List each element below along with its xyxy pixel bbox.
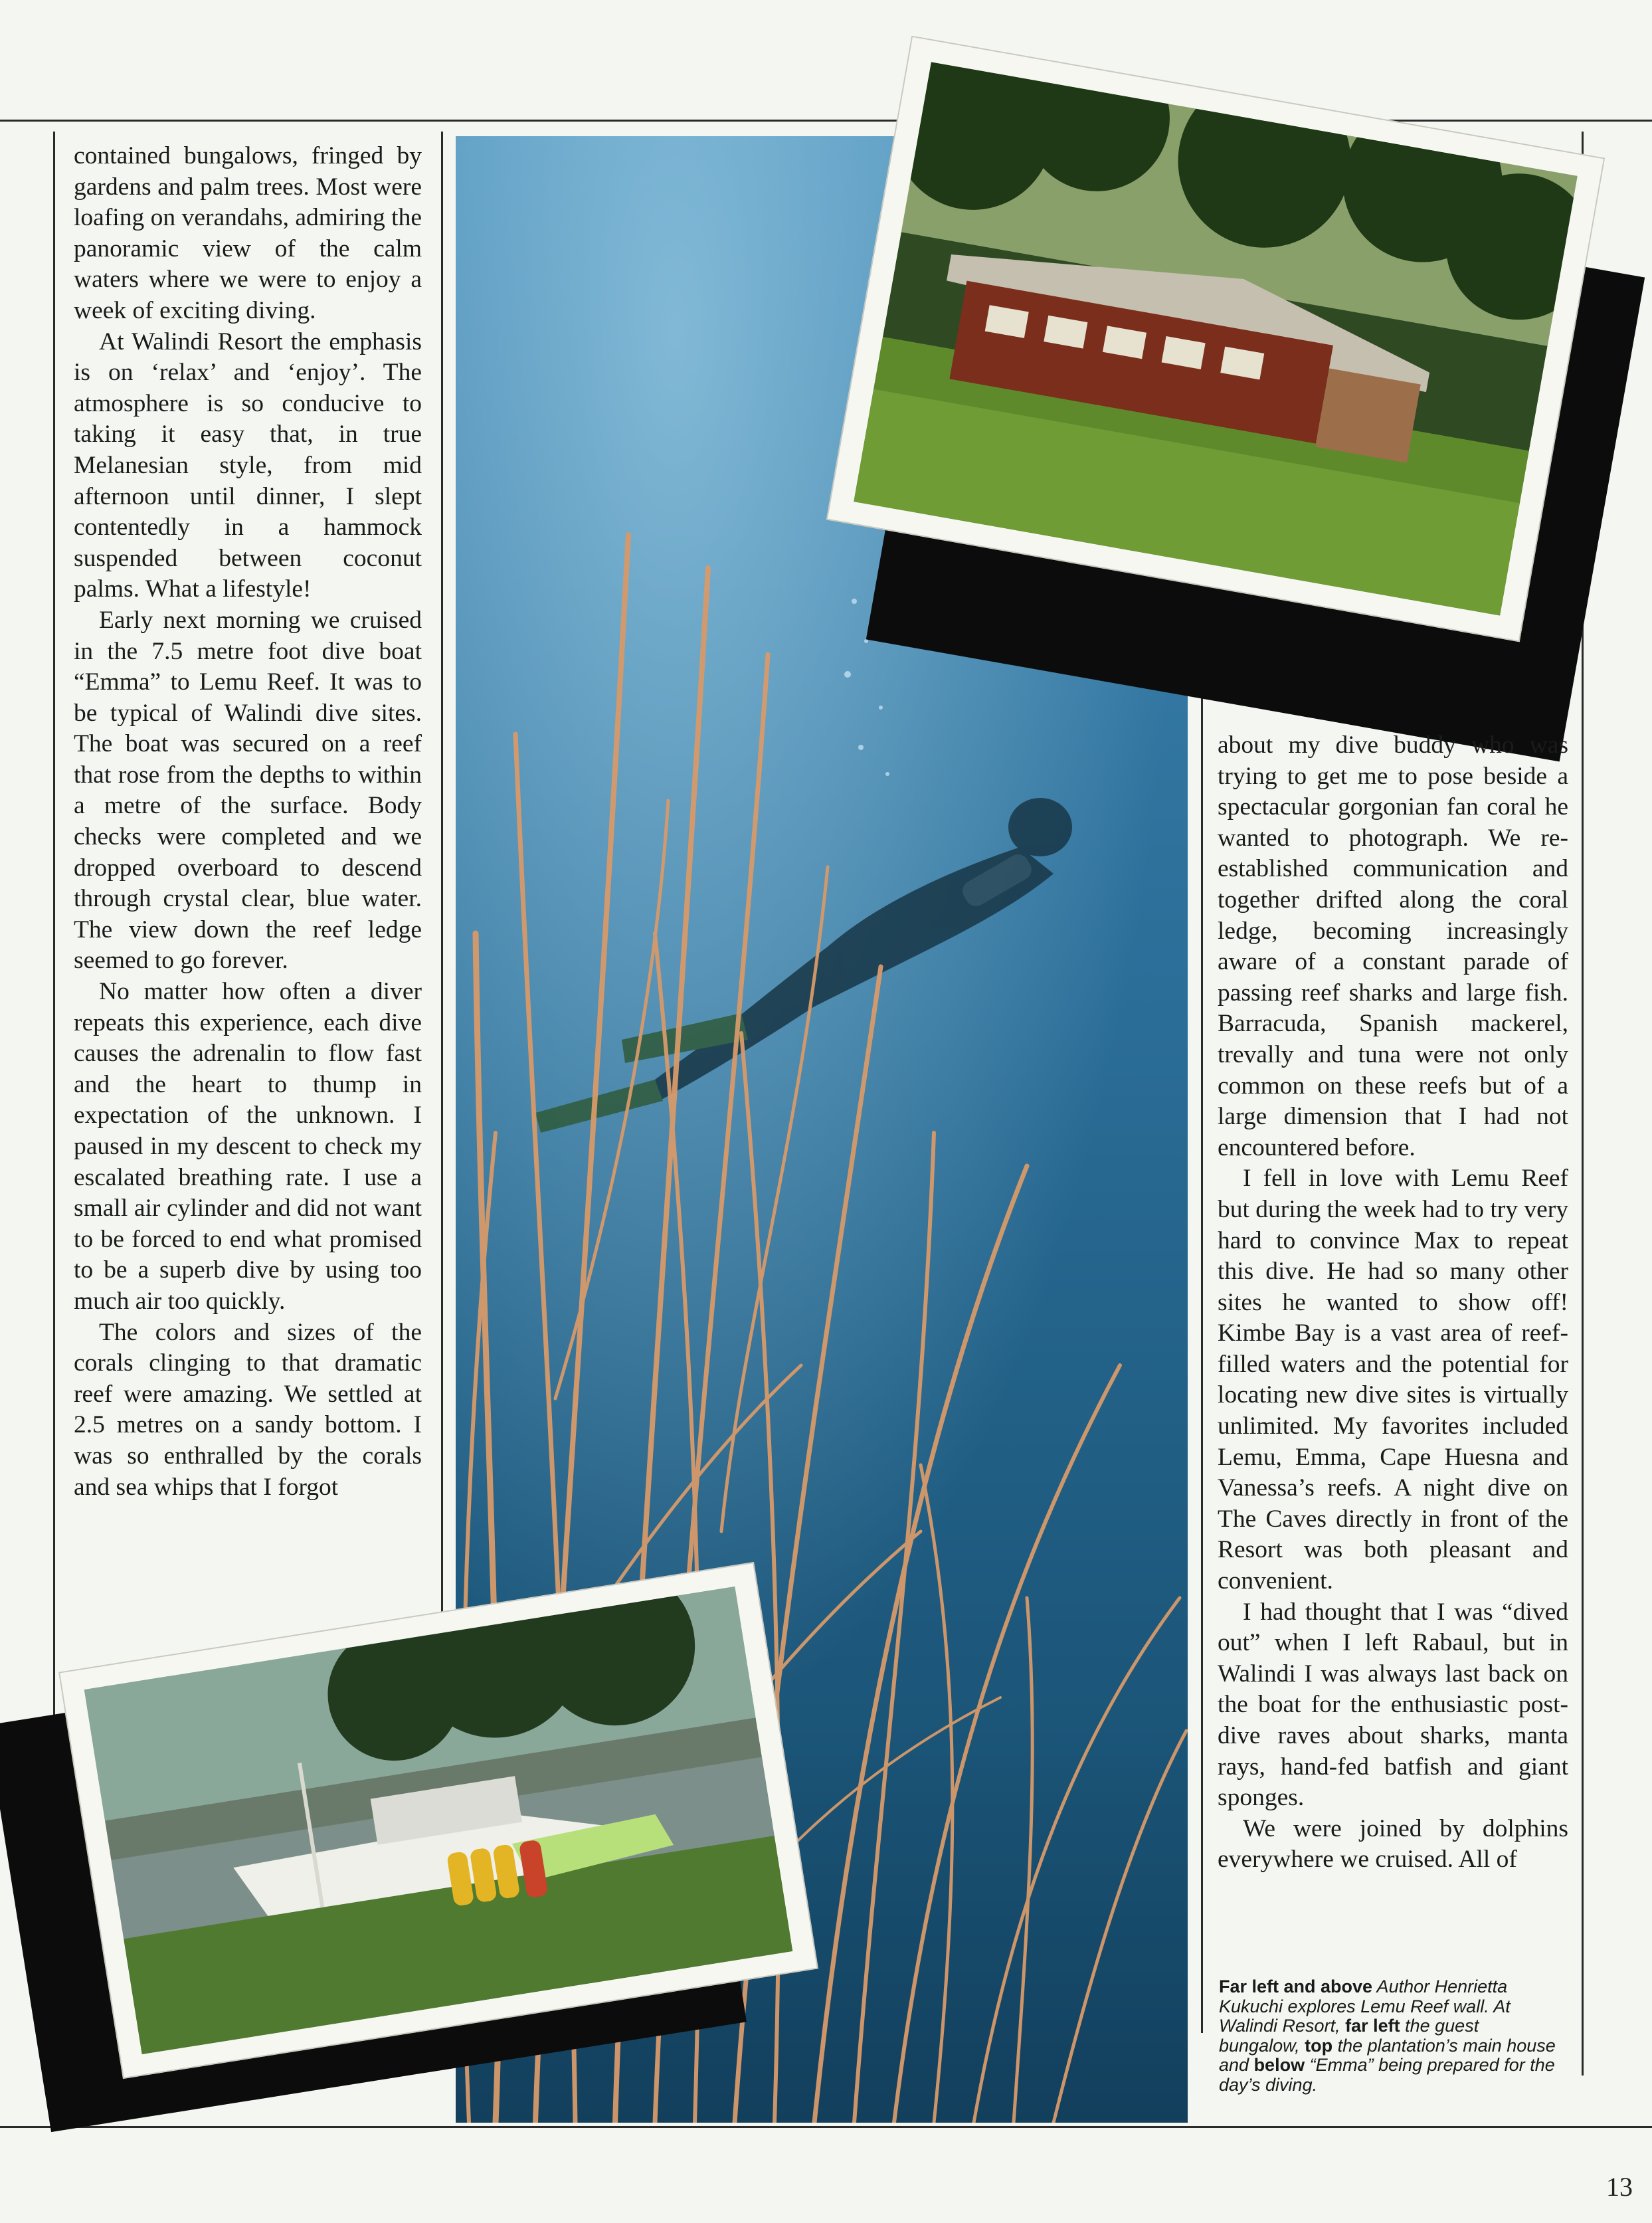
bottom-rule — [0, 2126, 1652, 2128]
photo-caption — [1219, 1977, 1564, 2095]
caption-top: top — [1305, 2035, 1333, 2056]
right-paragraph-4: We were joined by dolphins everywhere we cruised. All of — [1218, 1814, 1568, 1874]
plantation-house-photo — [854, 62, 1578, 615]
top-rule — [0, 120, 1652, 122]
boat-emma-photo — [84, 1587, 793, 2054]
right-gutter-rule — [1201, 571, 1203, 2033]
left-paragraph-5: The colors and sizes of the corals clinging to that dramatic reef were amazing. We settled at 2.5 metres on a sandy bottom. I was so enthralled by the corals and sea whips that I forgot — [74, 1318, 422, 1501]
caption-text-1: Author Henrietta Kukuchi explores Lemu Reef wall. At Walindi Resort, — [1219, 1977, 1511, 2036]
left-gutter-rule — [441, 132, 443, 1779]
page-number: 13 — [1606, 2172, 1633, 2202]
caption-text-4: “Emma” being prepared for the day’s diving. — [1219, 2055, 1555, 2095]
boat-illustration — [84, 1587, 793, 2054]
left-paragraph-1: contained bungalows, fringed by gardens and palm trees. Most were loafing on verandahs, admiring the panoramic view of the calm waters where we were to enjoy a week of exciting diving. — [74, 142, 422, 324]
right-paragraph-1: about my dive buddy who was trying to get me to pose beside a spectacular gorgonian fan coral he wanted to photograph. We re-established communication and together drifted along the coral ledge, becoming increasingly aware of a constant parade of passing reef sharks and large fish. Barracuda, Spanish mackerel, trevally and tuna were not only common on these reefs but of a large dimension that I had not encountered before. — [1218, 731, 1568, 1161]
right-paragraph-2: I fell in love with Lemu Reef but during the week had to try very hard to convince Max to repeat this dive. He had so many other sites he wanted to show off! Kimbe Bay is a vast area of reef-filled waters and the potential for locating new dive sites is virtually unlimited. My favorites included Lemu, Emma, Cape Huesna and Vanessa’s reefs. A night dive on The Caves directly in front of the Resort was both pleasant and convenient. — [1218, 1165, 1568, 1595]
caption-below: below — [1253, 2055, 1305, 2075]
left-text-column — [74, 141, 422, 1503]
house-illustration — [854, 62, 1578, 615]
caption-text-2: the guest bungalow, — [1219, 2016, 1479, 2056]
right-text-column — [1218, 730, 1568, 1876]
left-paragraph-3: Early next morning we cruised in the 7.5 metre foot dive boat “Emma” to Lemu Reef. It was to be typical of Walindi dive sites. The boat was secured on a reef that rose from the depths to within a metre of the surface. Body checks were completed and we dropped overboard to descend through crystal clear, blue water. The view down the reef ledge seemed to go forever. — [74, 606, 422, 975]
left-paragraph-4: No matter how often a diver repeats this experience, each dive causes the adrenalin to flow fast and the heart to thump in expectation of the unknown. I paused in my descent to check my escalated breathing rate. I use a small air cylinder and did not want to be forced to end what promised to be a superb dive by using too much air too quickly. — [74, 978, 422, 1315]
caption-far-left: far left — [1345, 2016, 1400, 2036]
left-paragraph-2: At Walindi Resort the emphasis is on ‘relax’ and ‘enjoy’. The atmosphere is so conducive to taking it easy that, in true Melanesian style, from mid afternoon until dinner, I slept contentedly in a hammock suspended between coconut palms. What a lifestyle! — [74, 328, 422, 603]
right-paragraph-3: I had thought that I was “dived out” when I left Rabaul, but in Walindi I was always last back on the boat for the enthusiastic post-dive raves about sharks, manta rays, hand-fed batfish and giant sponges. — [1218, 1598, 1568, 1812]
caption-text-3: the plantation’s main house and — [1219, 2035, 1556, 2075]
caption-lead: Far left and above — [1219, 1977, 1373, 1996]
